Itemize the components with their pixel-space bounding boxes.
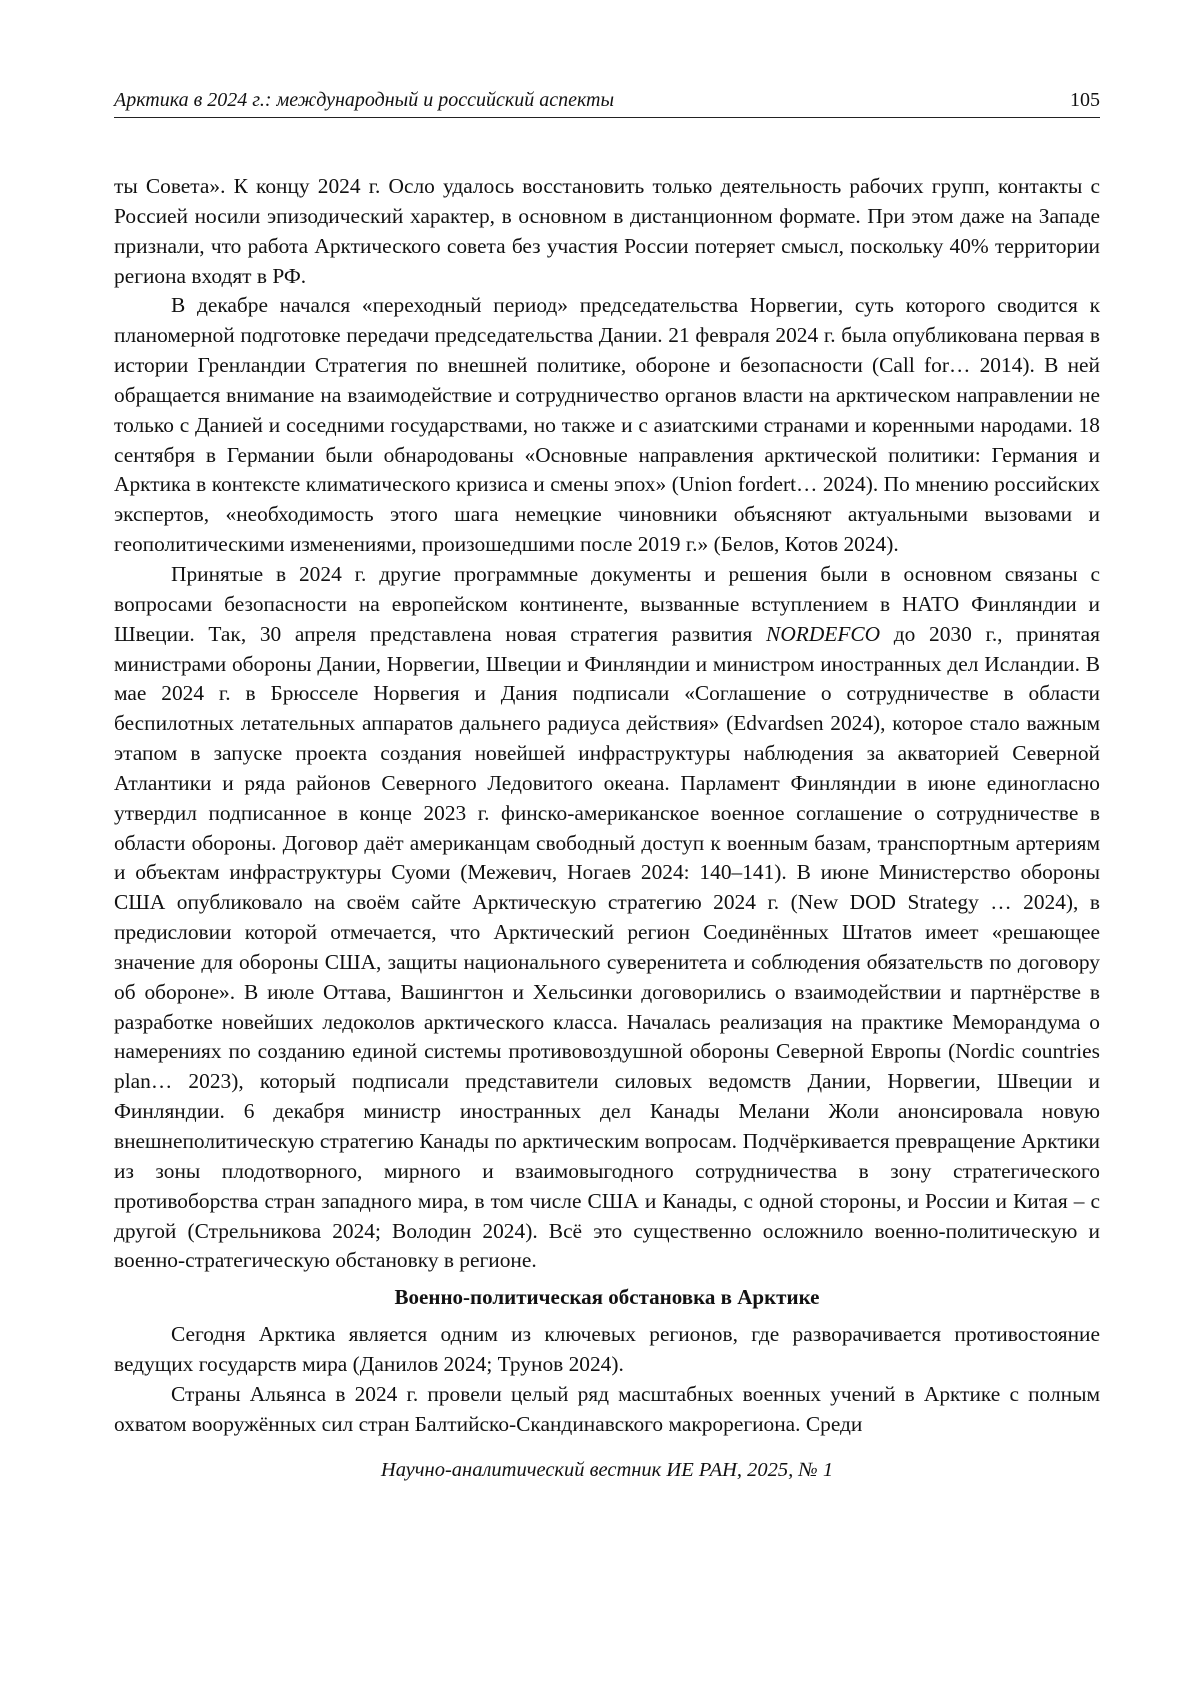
nordefco-term: NORDEFCO <box>766 621 881 646</box>
paragraph-3 <box>114 560 1100 1276</box>
paragraph-1: ты Совета». К концу 2024 г. Осло удалось восстановить только деятельность рабочих групп, контакты с Россией носили эпизодический характер, в основном в дистанционном формате. При этом даже на Западе признали, что работа Арктического совета без участия России потеряет смысл, поскольку 40% территории региона входят в РФ. <box>114 174 1100 288</box>
paragraph-4: Сегодня Арктика является одним из ключевых регионов, где разворачивается противостояние ведущих государств мира (Данилов 2024; Трунов 2024). <box>114 1322 1100 1376</box>
paragraph-2: В декабре начался «переходный период» председательства Норвегии, суть которого сводится к планомерной подготовке передачи председательства Дании. 21 февраля 2024 г. была опубликована первая в истории Гренландии Стратегия по внешней политике, обороне и безопасности (Call for… 2014). В ней обращается внимание на взаимодействие и сотрудничество органов власти на арктическом направлении не только с Данией и соседними государствами, но также и с азиатскими странами и коренными народами. 18 сентября в Германии были обнародованы «Основные направления арктической политики: Германия и Арктика в контексте климатического кризиса и смены эпох» (Union fordert… 2024). По мнению российских экспертов, «необходимость этого шага немецкие чиновники объясняют актуальными вызовами и геополитическими изменениями, произошедшими после 2019 г.» (Белов, Котов 2024). <box>114 293 1100 557</box>
paragraph-3-part-2: до 2030 г., принятая министрами обороны Дании, Норвегии, Швеции и Финляндии и министром иностранных дел Исландии. В мае 2024 г. в Брюсселе Норвегия и Дания подписали «Соглашение о сотрудничестве в области беспилотных летательных аппаратов дальнего радиуса действия» (Edvardsen 2024), которое стало важным этапом в запуске проекта создания новейшей инфраструктуры наблюдения за акваторией Северной Атлантики и ряда районов Северного Ледовитого океана. Парламент Финляндии в июне единогласно утвердил подписанное в конце 2023 г. финско-американское военное соглашение о сотрудничестве в области обороны. Договор даёт американцам свободный доступ к военным базам, транспортным артериям и объектам инфраструктуры Суоми (Межевич, Ногаев 2024: 140–141). В июне Министерство обороны США опубликовало на своём сайте Арктическую стратегию 2024 г. (New DOD Strategy … 2024), в предисловии которой отмечается, что Арктический регион Соединённых Штатов имеет «решающее значение для обороны США, защиты национального суверенитета и соблюдения обязательств по договору об обороне». В июле Оттава, Вашингтон и Хельсинки договорились о взаимодействии и партнёрстве в разработке новейших ледоколов арктического класса. Началась реализация на практике Меморандума о намерениях по созданию единой системы противовоздушной обороны Северной Европы (Nordic countries plan… 2023), который подписали представители силовых ведомств Дании, Норвегии, Швеции и Финляндии. 6 декабря министр иностранных дел Канады Мелани Жоли анонсировала новую внешнеполитическую стратегию Канады по арктическим вопросам. Подчёркивается превращение Арктики из зоны плодотворного, мирного и взаимовыгодного сотрудничества в зону стратегического противоборства стран западного мира, в том числе США и Канады, с одной стороны, и России и Китая – с другой (Стрельникова 2024; Володин 2024). Всё это существенно осложнило военно-политическую и военно-стратегическую обстановку в регионе. <box>114 621 1100 1273</box>
section-heading: Военно-политическая обстановка в Арктике <box>394 1285 820 1310</box>
paragraph-3-part-1: Принятые в 2024 г. другие программные документы и решения были в основном связаны с вопросами безопасности на европейском континенте, вызванные вступлением в НАТО Финляндии и Швеции. Так, 30 апреля представлена новая стратегия развития <box>114 561 1100 646</box>
page-number: 105 <box>1070 89 1100 111</box>
running-header <box>114 84 1100 118</box>
running-footer: Научно-аналитический вестник ИЕ РАН, 2025, № 1 <box>380 1459 834 1481</box>
paragraph-5: Страны Альянса в 2024 г. провели целый ряд масштабных военных учений в Арктике с полным охватом вооружённых сил стран Балтийско-Скандинавского макрорегиона. Среди <box>114 1381 1100 1436</box>
body-text <box>114 172 1100 1439</box>
running-title: Арктика в 2024 г.: международный и российский аспекты <box>114 89 615 111</box>
